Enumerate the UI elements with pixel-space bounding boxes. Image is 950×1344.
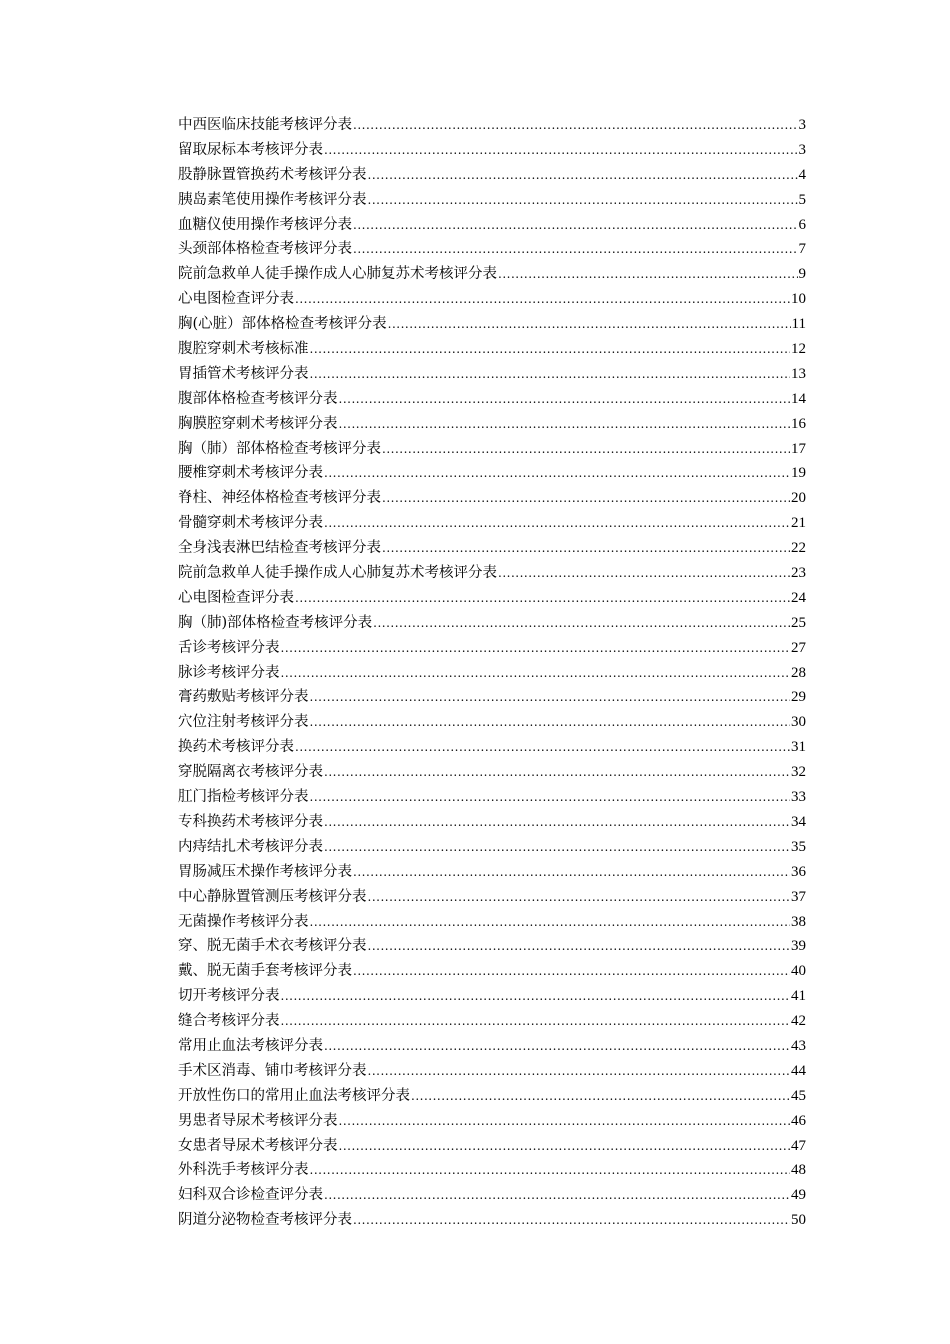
toc-dot-leader (339, 1109, 791, 1134)
toc-dot-leader (295, 586, 790, 611)
toc-entry-title: 切开考核评分表 (178, 988, 280, 1005)
toc-entry[interactable] (178, 461, 806, 486)
toc-entry-page-number: 17 (791, 440, 806, 457)
toc-entry[interactable] (178, 1109, 806, 1134)
toc-entry[interactable] (178, 188, 806, 213)
toc-entry-page-number: 6 (798, 216, 806, 233)
toc-dot-leader (382, 536, 790, 561)
toc-entry-page-number: 45 (791, 1087, 806, 1104)
toc-dot-leader (295, 735, 790, 760)
toc-entry-page-number: 48 (791, 1162, 806, 1179)
toc-entry-page-number: 41 (791, 988, 806, 1005)
toc-dot-leader (339, 412, 791, 437)
toc-entry[interactable] (178, 486, 806, 511)
toc-dot-leader (368, 885, 791, 910)
toc-entry-page-number: 39 (791, 938, 806, 955)
toc-entry-title: 换药术考核评分表 (178, 739, 294, 756)
toc-entry[interactable] (178, 785, 806, 810)
toc-entry[interactable] (178, 760, 806, 785)
toc-entry-title: 心电图检查评分表 (178, 291, 294, 308)
toc-entry-title: 穴位注射考核评分表 (178, 714, 309, 731)
toc-entry-title: 院前急救单人徒手操作成人心肺复苏术考核评分表 (178, 565, 497, 582)
toc-entry[interactable] (178, 1183, 806, 1208)
toc-entry-page-number: 24 (791, 589, 806, 606)
toc-entry-page-number: 30 (791, 714, 806, 731)
toc-entry[interactable] (178, 959, 806, 984)
toc-entry-title: 腹部体格检查考核评分表 (178, 390, 338, 407)
toc-entry[interactable] (178, 1059, 806, 1084)
toc-entry[interactable] (178, 237, 806, 262)
toc-dot-leader (281, 661, 791, 686)
toc-entry[interactable] (178, 1158, 806, 1183)
toc-entry-title: 无菌操作考核评分表 (178, 913, 309, 930)
toc-entry[interactable] (178, 1034, 806, 1059)
toc-dot-leader (353, 113, 798, 138)
toc-entry-page-number: 3 (798, 117, 806, 133)
toc-entry-page-number: 43 (791, 1037, 806, 1054)
toc-entry[interactable] (178, 810, 806, 835)
toc-entry-page-number: 27 (791, 639, 806, 656)
toc-entry-title: 腰椎穿刺术考核评分表 (178, 465, 323, 482)
toc-dot-leader (310, 910, 791, 935)
toc-entry[interactable] (178, 1134, 806, 1159)
toc-entry-title: 妇科双合诊检查评分表 (178, 1187, 323, 1204)
toc-entry[interactable] (178, 586, 806, 611)
toc-entry-page-number: 38 (791, 913, 806, 930)
toc-entry-title: 膏药敷贴考核评分表 (178, 689, 309, 706)
toc-dot-leader (368, 188, 798, 213)
toc-entry[interactable] (178, 835, 806, 860)
toc-entry[interactable] (178, 885, 806, 910)
toc-dot-leader (324, 1183, 790, 1208)
toc-entry-page-number: 33 (791, 789, 806, 806)
toc-entry-page-number: 4 (798, 166, 806, 183)
toc-entry-title: 开放性伤口的常用止血法考核评分表 (178, 1087, 410, 1104)
toc-entry-title: 骨髓穿刺术考核评分表 (178, 515, 323, 532)
toc-dot-leader (339, 1134, 791, 1159)
toc-entry-page-number: 9 (798, 266, 806, 283)
toc-entry[interactable] (178, 511, 806, 536)
toc-entry[interactable] (178, 312, 806, 337)
toc-dot-leader (353, 213, 798, 238)
toc-entry[interactable] (178, 685, 806, 710)
toc-entry-page-number: 16 (791, 415, 806, 432)
toc-entry-page-number: 13 (791, 365, 806, 382)
toc-entry-page-number: 35 (791, 838, 806, 855)
toc-dot-leader (411, 1084, 790, 1109)
toc-entry[interactable] (178, 735, 806, 760)
toc-entry[interactable] (178, 611, 806, 636)
toc-entry-title: 手术区消毒、铺巾考核评分表 (178, 1062, 367, 1079)
toc-dot-leader (353, 1208, 790, 1233)
toc-entry-title: 舌诊考核评分表 (178, 639, 280, 656)
toc-entry[interactable] (178, 113, 806, 138)
toc-dot-leader (295, 287, 790, 312)
toc-dot-leader (498, 262, 798, 287)
toc-entry[interactable] (178, 984, 806, 1009)
toc-dot-leader (324, 511, 790, 536)
toc-entry[interactable] (178, 138, 806, 163)
toc-entry[interactable] (178, 910, 806, 935)
toc-entry-title: 胃插管术考核评分表 (178, 365, 309, 382)
toc-entry-title: 院前急救单人徒手操作成人心肺复苏术考核评分表 (178, 266, 497, 283)
toc-entry-title: 股静脉置管换药术考核评分表 (178, 166, 367, 183)
toc-entry-page-number: 20 (791, 490, 806, 507)
toc-entry-title: 内痔结扎术考核评分表 (178, 838, 323, 855)
toc-dot-leader (368, 934, 791, 959)
toc-entry-page-number: 40 (791, 963, 806, 980)
toc-dot-leader (368, 163, 798, 188)
toc-dot-leader (310, 337, 791, 362)
toc-dot-leader (324, 138, 798, 163)
toc-entry-page-number: 44 (791, 1062, 806, 1079)
toc-entry-title: 腹腔穿刺术考核标准 (178, 341, 309, 358)
toc-entry-title: 血糖仪使用操作考核评分表 (178, 216, 352, 233)
toc-dot-leader (324, 1034, 790, 1059)
toc-dot-leader (382, 486, 790, 511)
toc-entry-page-number: 23 (791, 565, 806, 582)
toc-entry-page-number: 25 (791, 614, 806, 631)
toc-entry-title: 肛门指检考核评分表 (178, 789, 309, 806)
toc-entry-page-number: 49 (791, 1187, 806, 1204)
toc-entry[interactable] (178, 710, 806, 735)
toc-entry-page-number: 36 (791, 863, 806, 880)
toc-entry-title: 男患者导尿术考核评分表 (178, 1112, 338, 1129)
toc-dot-leader (281, 636, 791, 661)
toc-entry-page-number: 29 (791, 689, 806, 706)
toc-dot-leader (368, 1059, 791, 1084)
table-of-contents (178, 113, 806, 1233)
toc-entry-title: 缝合考核评分表 (178, 1013, 280, 1030)
toc-entry-page-number: 28 (791, 664, 806, 681)
toc-entry-title: 中心静脉置管测压考核评分表 (178, 888, 367, 905)
toc-entry-title: 外科洗手考核评分表 (178, 1162, 309, 1179)
toc-entry[interactable] (178, 536, 806, 561)
toc-entry-title: 头颈部体格检查考核评分表 (178, 241, 352, 258)
toc-dot-leader (353, 959, 790, 984)
toc-dot-leader (324, 810, 790, 835)
toc-entry-page-number: 11 (791, 316, 806, 333)
toc-dot-leader (498, 561, 790, 586)
toc-entry-page-number: 5 (798, 191, 806, 208)
toc-entry-title: 胸(心脏）部体格检查考核评分表 (178, 316, 387, 333)
toc-entry-page-number: 31 (791, 739, 806, 756)
toc-entry-title: 穿、脱无菌手术衣考核评分表 (178, 938, 367, 955)
toc-entry-page-number: 14 (791, 390, 806, 407)
toc-entry-title: 穿脱隔离衣考核评分表 (178, 764, 323, 781)
toc-entry-page-number: 46 (791, 1112, 806, 1129)
toc-entry-title: 胰岛素笔使用操作考核评分表 (178, 191, 367, 208)
toc-entry[interactable] (178, 1208, 806, 1233)
toc-entry-title: 胸膜腔穿刺术考核评分表 (178, 415, 338, 432)
toc-entry-page-number: 22 (791, 540, 806, 557)
toc-entry-title: 戴、脱无菌手套考核评分表 (178, 963, 352, 980)
toc-dot-leader (281, 1009, 791, 1034)
toc-entry-page-number: 42 (791, 1013, 806, 1030)
toc-entry-page-number: 37 (791, 888, 806, 905)
toc-entry-page-number: 10 (791, 291, 806, 308)
toc-entry-title: 专科换药术考核评分表 (178, 813, 323, 830)
toc-entry-page-number: 50 (791, 1212, 806, 1229)
toc-entry-title: 心电图检查评分表 (178, 589, 294, 606)
toc-entry-title: 阴道分泌物检查考核评分表 (178, 1212, 352, 1229)
toc-entry[interactable] (178, 661, 806, 686)
toc-dot-leader (310, 685, 791, 710)
toc-entry[interactable] (178, 561, 806, 586)
toc-entry[interactable] (178, 412, 806, 437)
toc-dot-leader (281, 984, 791, 1009)
toc-dot-leader (382, 437, 790, 462)
toc-entry[interactable] (178, 337, 806, 362)
toc-entry-title: 女患者导尿术考核评分表 (178, 1137, 338, 1154)
toc-dot-leader (339, 387, 791, 412)
toc-entry-title: 留取尿标本考核评分表 (178, 141, 323, 158)
toc-entry-page-number: 12 (791, 341, 806, 358)
toc-dot-leader (310, 1158, 791, 1183)
toc-dot-leader (310, 785, 791, 810)
toc-entry-title: 全身浅表淋巴结检查考核评分表 (178, 540, 381, 557)
toc-dot-leader (373, 611, 790, 636)
toc-dot-leader (324, 760, 790, 785)
toc-entry-page-number: 3 (798, 141, 806, 158)
toc-entry-title: 胸（肺）部体格检查考核评分表 (178, 440, 381, 457)
toc-entry-title: 脊柱、神经体格检查考核评分表 (178, 490, 381, 507)
toc-entry[interactable] (178, 362, 806, 387)
toc-entry-page-number: 32 (791, 764, 806, 781)
toc-entry[interactable] (178, 1084, 806, 1109)
toc-dot-leader (310, 710, 791, 735)
toc-entry[interactable] (178, 1009, 806, 1034)
toc-dot-leader (353, 860, 790, 885)
toc-entry[interactable] (178, 636, 806, 661)
toc-entry[interactable] (178, 262, 806, 287)
toc-entry-page-number: 34 (791, 813, 806, 830)
toc-entry[interactable] (178, 934, 806, 959)
toc-dot-leader (388, 312, 791, 337)
toc-entry-title: 胃肠减压术操作考核评分表 (178, 863, 352, 880)
toc-entry[interactable] (178, 437, 806, 462)
toc-dot-leader (353, 237, 798, 262)
toc-entry-title: 脉诊考核评分表 (178, 664, 280, 681)
toc-entry-page-number: 47 (791, 1137, 806, 1154)
toc-entry-title: 中西医临床技能考核评分表 (178, 117, 352, 133)
toc-entry[interactable] (178, 213, 806, 238)
toc-dot-leader (324, 461, 790, 486)
toc-entry[interactable] (178, 287, 806, 312)
toc-entry[interactable] (178, 163, 806, 188)
toc-entry[interactable] (178, 387, 806, 412)
toc-entry-title: 常用止血法考核评分表 (178, 1037, 323, 1054)
toc-entry-title: 胸（肺)部体格检查考核评分表 (178, 614, 373, 631)
toc-entry-page-number: 21 (791, 515, 806, 532)
toc-entry-page-number: 19 (791, 465, 806, 482)
toc-entry[interactable] (178, 860, 806, 885)
toc-entry-page-number: 7 (798, 241, 806, 258)
toc-dot-leader (324, 835, 790, 860)
toc-dot-leader (310, 362, 791, 387)
